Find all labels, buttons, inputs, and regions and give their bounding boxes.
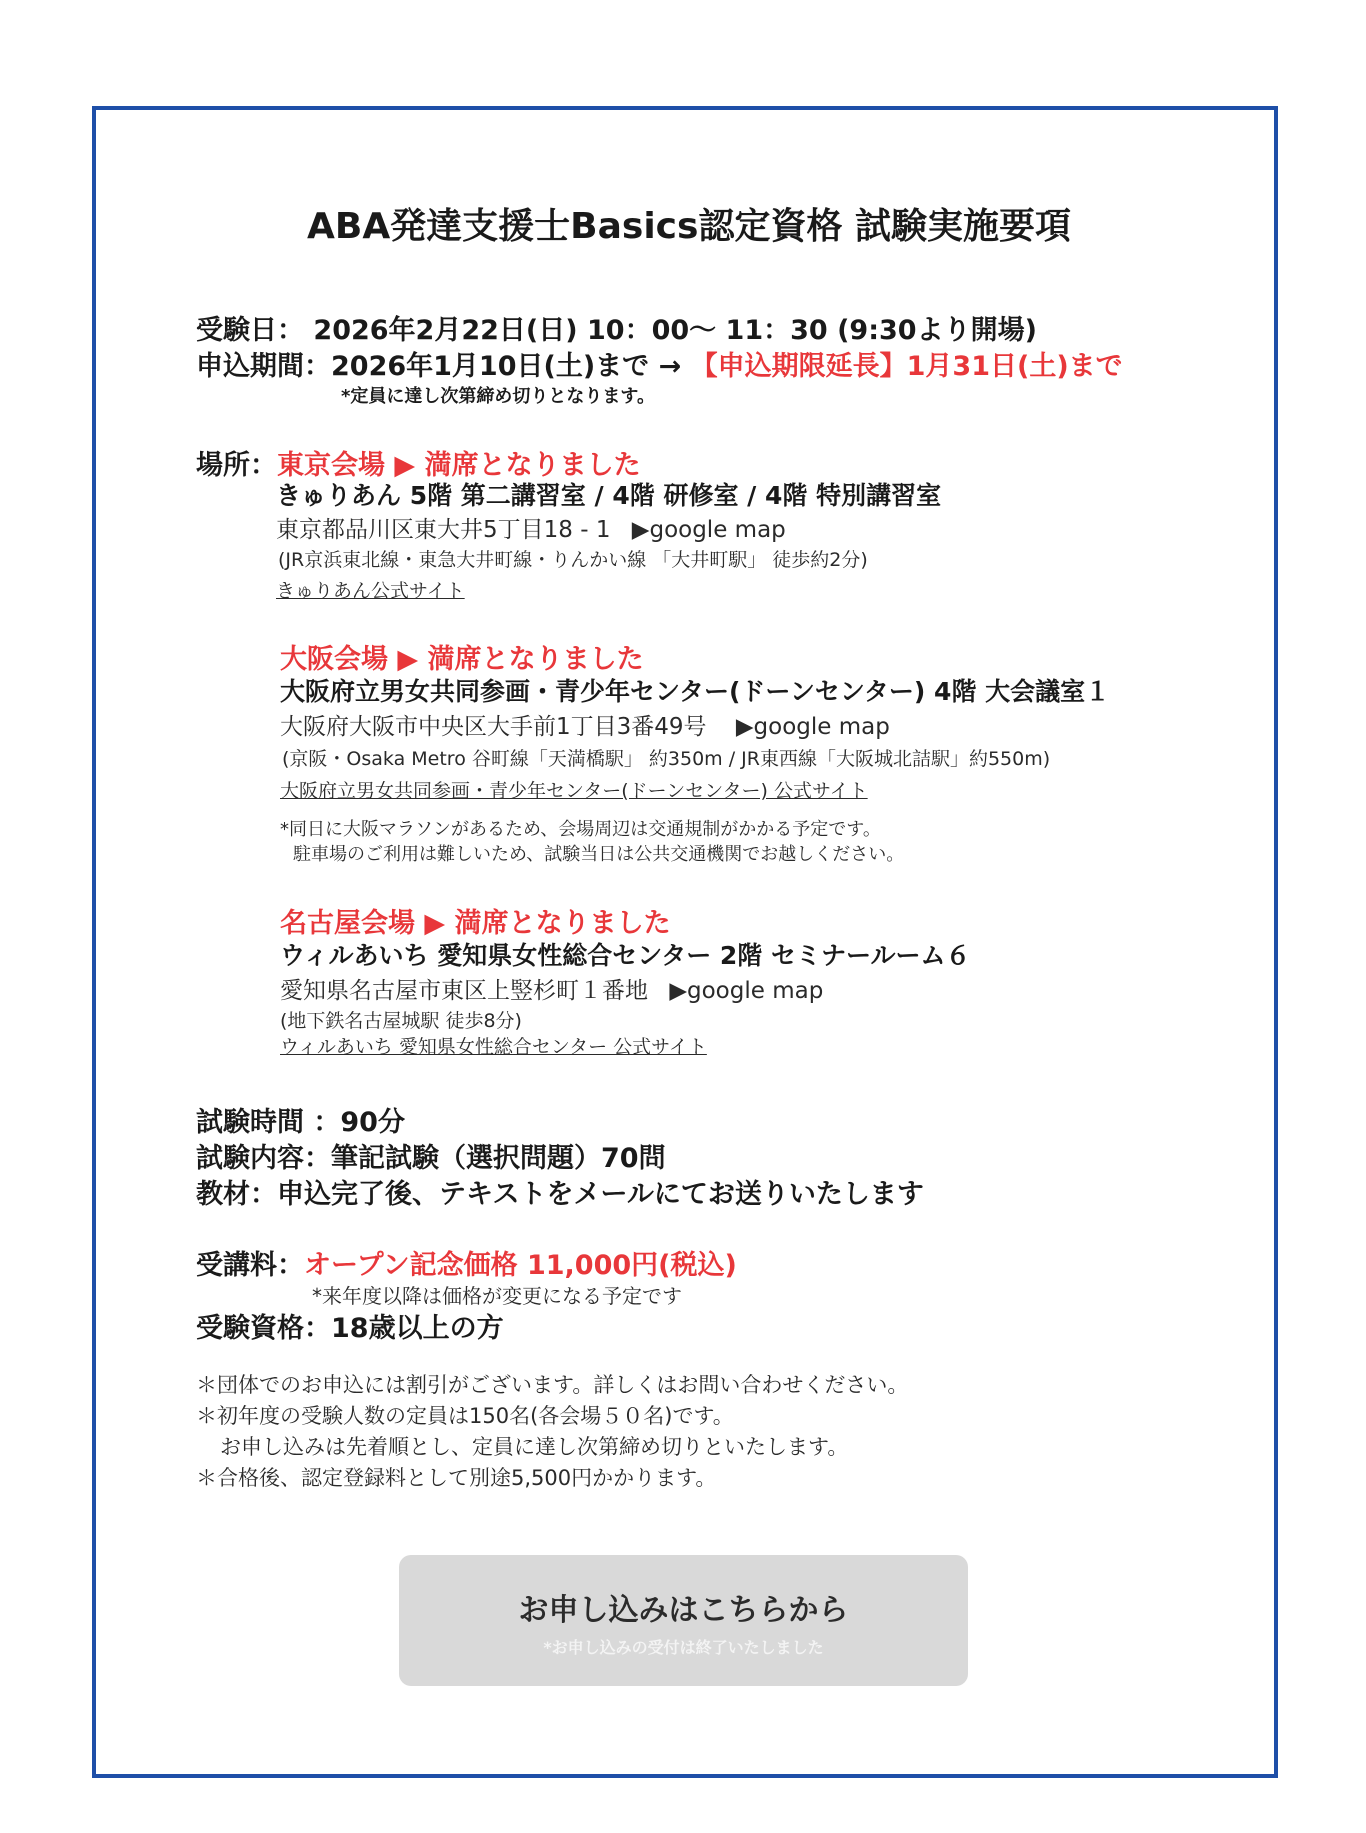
exam-date-row <box>196 308 1037 347</box>
nagoya-access: (地下鉄名古屋城駅 徒歩8分) <box>280 1010 522 1032</box>
exam-date-label: 受験日： <box>196 315 304 346</box>
materials: 教材：申込完了後、テキストをメールにてお送りいたします <box>196 1179 924 1210</box>
tokyo-site-link[interactable]: きゅりあん公式サイト <box>276 580 465 602</box>
nagoya-address-row <box>280 972 823 1005</box>
footnote-registration-fee: ＊合格後、認定登録料として別途5,500円かかります。 <box>196 1466 717 1490</box>
tokyo-access: (JR京浜東北線・東急大井町線・りんかい線 「大井町駅」 徒歩約2分) <box>278 549 868 571</box>
osaka-address-row <box>280 708 890 741</box>
apply-period-label: 申込期間： <box>196 351 331 382</box>
apply-button[interactable] <box>399 1555 968 1686</box>
location-label: 場所： <box>196 450 277 481</box>
osaka-note-line2: 駐車場のご利用は難しいため、試験当日は公共交通機関でお越しください。 <box>293 844 905 865</box>
apply-period-row <box>196 344 1123 383</box>
osaka-access: (京阪・Osaka Metro 谷町線「天満橋駅」 約350m / JR東西線「大阪城北詰駅」約550m) <box>282 748 1051 770</box>
nagoya-map-link[interactable]: ▶google map <box>669 978 824 1004</box>
tokyo-address: 東京都品川区東大井5丁目18 - 1 <box>276 517 611 543</box>
exam-date-value: 2026年2月22日(日) 10：00～ 11：30 (9:30より開場) <box>313 315 1037 346</box>
nagoya-venue-name: ウィルあいち 愛知県女性総合センター 2階 セミナールーム６ <box>280 941 971 970</box>
page-title: ABA発達支援士Basics認定資格 試験実施要項 <box>307 206 1071 247</box>
apply-closed-note: *お申し込みの受付は終了いたしました <box>543 1638 824 1657</box>
nagoya-site-link[interactable]: ウィルあいち 愛知県女性総合センター 公式サイト <box>280 1036 707 1058</box>
info-frame <box>92 106 1278 1778</box>
osaka-map-link[interactable]: ▶google map <box>735 714 890 740</box>
apply-period-note: *定員に達し次第締め切りとなります。 <box>341 386 655 407</box>
footnote-capacity: ＊初年度の受験人数の定員は150名(各会場５０名)です。 <box>196 1404 734 1428</box>
apply-period-value: 2026年1月10日(土)まで → <box>331 351 682 382</box>
nagoya-venue-heading: 名古屋会場 ▶ 満席となりました <box>280 908 671 939</box>
tokyo-address-row <box>276 511 786 544</box>
fee-label: 受講料： <box>196 1250 304 1281</box>
osaka-site-link[interactable]: 大阪府立男女共同参画・青少年センター(ドーンセンター) 公式サイト <box>280 780 868 802</box>
eligibility: 受験資格：18歳以上の方 <box>196 1313 504 1344</box>
fee-note: *来年度以降は価格が変更になる予定です <box>312 1284 682 1308</box>
exam-content: 試験内容：筆記試験（選択問題）70問 <box>196 1143 666 1174</box>
nagoya-address: 愛知県名古屋市東区上竪杉町１番地 <box>280 978 648 1004</box>
tokyo-map-link[interactable]: ▶google map <box>631 517 786 543</box>
fee-value: オープン記念価格 11,000円(税込) <box>304 1250 737 1281</box>
osaka-address: 大阪府大阪市中央区大手前1丁目3番49号 <box>280 714 707 740</box>
apply-period-extended: 【申込期限延長】1月31日(土)まで <box>690 351 1123 382</box>
osaka-venue-heading: 大阪会場 ▶ 満席となりました <box>280 644 644 675</box>
exam-time: 試験時間 ：90分 <box>196 1107 405 1138</box>
tokyo-heading-text: 東京会場 ▶ 満席となりました <box>277 450 641 481</box>
apply-button-label: お申し込みはこちらから <box>518 1593 849 1628</box>
tokyo-venue-name: きゅりあん 5階 第二講習室 / 4階 研修室 / 4階 特別講習室 <box>276 481 942 510</box>
osaka-note-line1: *同日に大阪マラソンがあるため、会場周辺は交通規制がかかる予定です。 <box>280 819 881 840</box>
footnote-first-come: お申し込みは先着順とし、定員に達し次第締め切りといたします。 <box>220 1435 849 1459</box>
osaka-venue-name: 大阪府立男女共同参画・青少年センター(ドーンセンター) 4階 大会議室１ <box>280 677 1111 706</box>
footnote-discount: ＊団体でのお申込には割引がございます。詳しくはお問い合わせください。 <box>196 1373 909 1397</box>
fee-row <box>196 1243 737 1282</box>
